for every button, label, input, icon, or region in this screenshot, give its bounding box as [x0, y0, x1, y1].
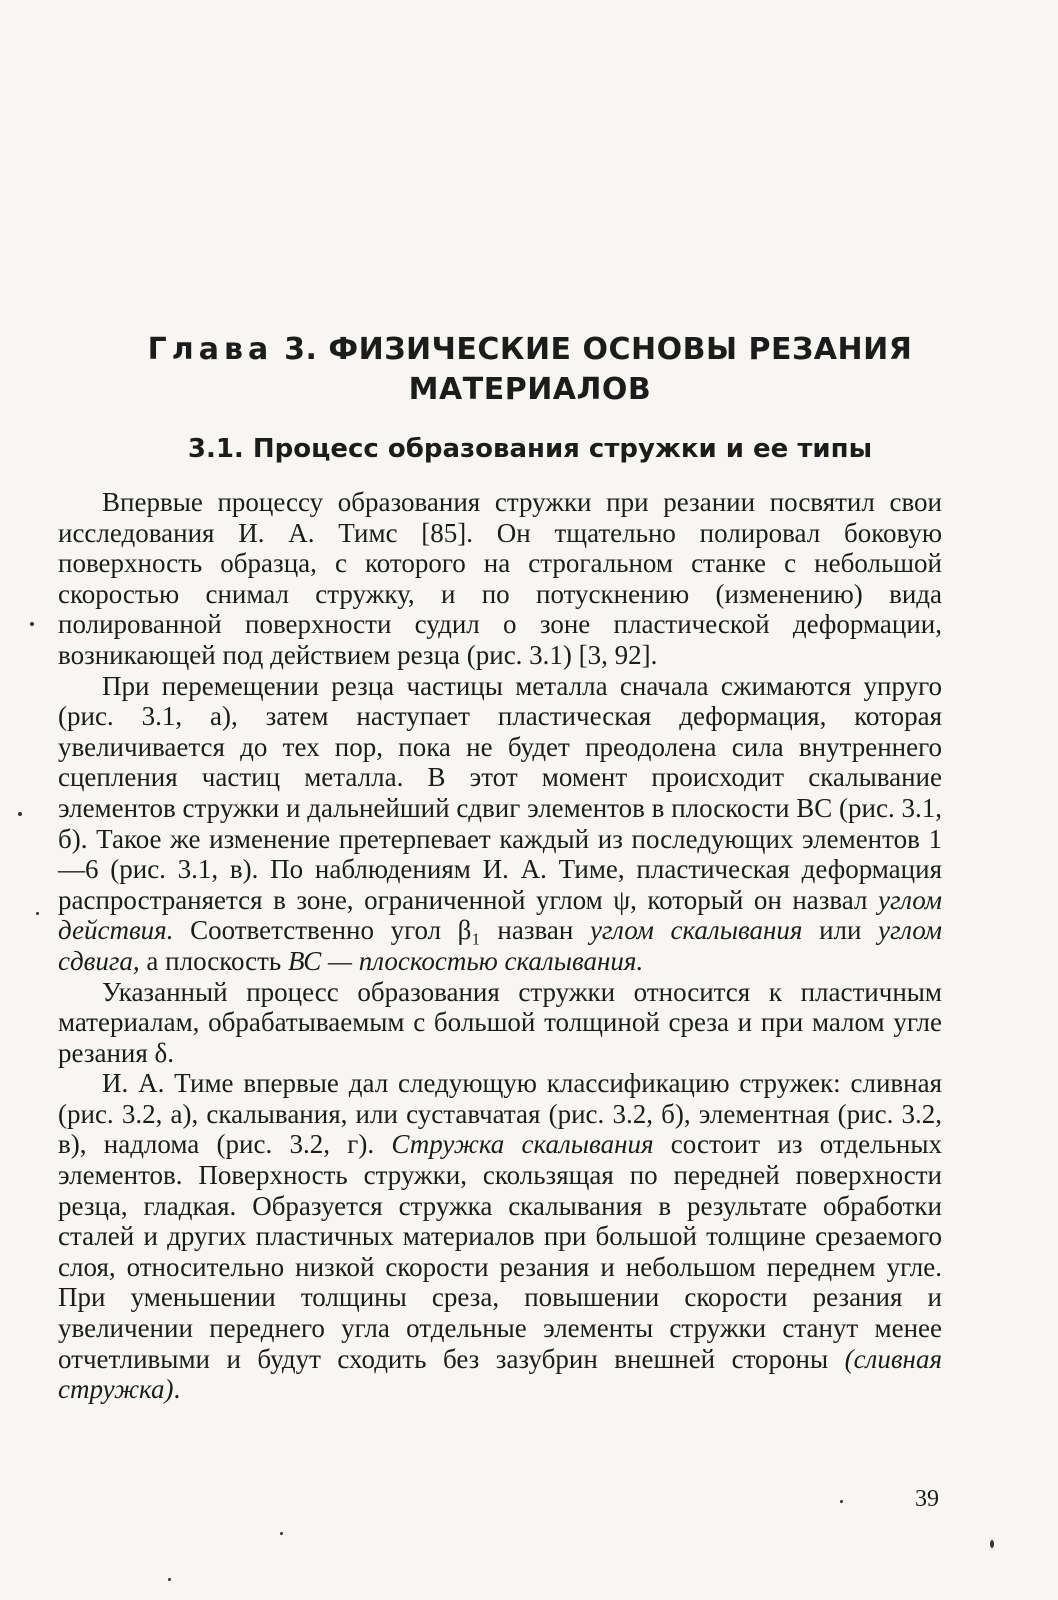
- paragraph-4: [58, 1068, 942, 1405]
- chapter-label: Глава: [147, 332, 274, 367]
- page-number: 39: [915, 1486, 939, 1512]
- term-shear-angle: углом скалывания: [589, 915, 803, 946]
- paragraph-2-text-b: Соответственно угол β₁ назван: [173, 915, 590, 946]
- paragraph-1: Впервые процессу образования стружки при резании посвятил свои исследования И. А. Тимс [85]. Он тщательно полировал боковую поверхность образца, с которого на строгальном станке с небольшой скоростью снимал стружку, и по потускнению (изменению) вида полированной поверхности судил о зоне пластической деформации, возникающей под действием резца (рис. 3.1) [3, 92].: [58, 487, 942, 670]
- scan-speck: [30, 622, 34, 626]
- paragraph-4-text-c: .: [173, 1374, 181, 1405]
- scan-speck: [168, 1578, 171, 1581]
- section-heading: 3.1. Процесс образования стружки и ее типы: [187, 434, 873, 464]
- body-text: [58, 487, 942, 1405]
- term-shear-chip: Стружка скалывания: [391, 1129, 654, 1160]
- chapter-title-line-2: МАТЕРИАЛОВ: [408, 372, 652, 407]
- term-continuous-chip: (сливная стружка): [58, 1343, 942, 1405]
- paragraph-4-text-a: И. А. Тиме впервые дал следующую классификацию стружек: сливная (рис. 3.2, а), скалывания, или суставчатая (рис. 3.2, б), элементная (рис. 3.2, в), надлома (рис. 3.2, г).: [58, 1068, 942, 1160]
- chapter-title-line-1: [80, 330, 980, 370]
- chapter-title: 3. ФИЗИЧЕСКИЕ ОСНОВЫ РЕЗАНИЯ: [284, 332, 913, 367]
- scan-speck: [280, 1532, 283, 1535]
- scan-speck: [840, 1500, 843, 1503]
- paragraph-2-text-c: или: [802, 915, 879, 946]
- term-shear-plane: ВС — плоскостью скалывания.: [288, 945, 644, 976]
- paragraph-2-text-d: а плоскость: [139, 945, 288, 976]
- paragraph-2-text-a: При перемещении резца частицы металла сначала сжимаются упруго (рис. 3.1, а), затем наступает пластическая деформация, которая увеличивается до тех пор, пока не будет преодолена сила внутреннего сцепления частиц металла. В этот момент происходит скалывание элементов стружки и дальнейший сдвиг элементов в плоскости ВС (рис. 3.1, б). Такое же изменение претерпевает каждый из последующих элементов 1—6 (рис. 3.1, в). По наблюдениям И. А. Тиме, пластическая деформация распространяется в зоне, ограниченной углом ψ, который он назвал: [58, 670, 942, 915]
- paragraph-3: Указанный процесс образования стружки относится к пластичным материалам, обрабатываемым с большой толщиной среза и при малом угле резания δ.: [58, 976, 942, 1068]
- scan-speck: [36, 912, 39, 915]
- scan-speck: [990, 1540, 994, 1548]
- paragraph-2: [58, 671, 942, 977]
- chapter-heading: [80, 330, 980, 410]
- term-angle-of-shift: углом сдвига,: [58, 915, 943, 976]
- term-angle-of-action: углом действия.: [58, 884, 943, 946]
- scan-speck: [18, 812, 22, 816]
- paragraph-4-text-b: состоит из отдельных элементов. Поверхность стружки, скользящая по передней поверхности резца, гладкая. Образуется стружка скалывания в результате обработки сталей и других пластичных материалов при большой толщине срезаемого слоя, относительно низкой скорости резания и небольшом переднем угле. При уменьшении толщины среза, повышении скорости резания и увеличении переднего угла отдельные элементы стружки станут менее отчетливыми и будут сходить без зазубрин внешней стороны: [58, 1129, 942, 1374]
